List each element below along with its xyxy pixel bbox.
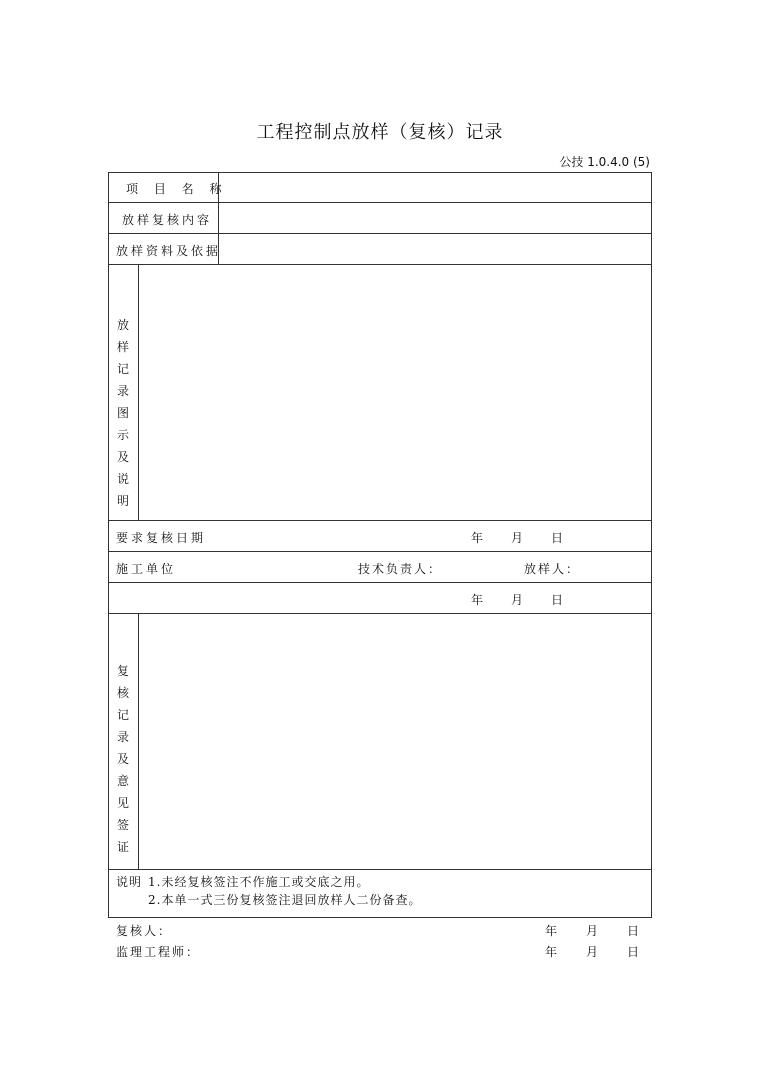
- project-name-label: 项 目 名 称: [126, 182, 228, 196]
- divider: [108, 233, 652, 234]
- form-code: 公技 1.0.4.0 (5): [559, 155, 650, 169]
- divider: [108, 551, 652, 552]
- reviewer-label: 复核人：: [116, 924, 173, 938]
- date-required-label: 要求复核日期: [116, 531, 207, 545]
- divider: [108, 202, 652, 203]
- page-title: 工程控制点放样（复核）记录: [256, 122, 504, 143]
- note-1: 1.未经复核签注不作施工或交底之用。: [148, 875, 370, 889]
- divider: [108, 869, 652, 870]
- construction-unit-label: 施工单位: [116, 562, 177, 576]
- basis-label: 放样资料及依据: [116, 244, 222, 258]
- divider: [108, 613, 652, 614]
- review-label: 复核记录及意见签证: [116, 664, 129, 854]
- notes-label: 说明: [116, 875, 143, 889]
- month-label: 月: [586, 924, 601, 938]
- basis-field[interactable]: [220, 236, 648, 262]
- day-label: 日: [551, 593, 566, 607]
- content-field[interactable]: [220, 205, 648, 231]
- record-area[interactable]: [141, 267, 648, 517]
- year-label: 年: [471, 593, 486, 607]
- month-label: 月: [511, 593, 526, 607]
- project-name-field[interactable]: [220, 174, 648, 200]
- day-label: 日: [551, 531, 566, 545]
- year-label: 年: [545, 924, 560, 938]
- divider: [108, 582, 652, 583]
- month-label: 月: [586, 945, 601, 959]
- column-divider: [138, 264, 139, 520]
- note-2: 2.本单一式三份复核签注退回放样人二份备查。: [148, 893, 422, 907]
- day-label: 日: [627, 945, 642, 959]
- column-divider: [138, 613, 139, 869]
- month-label: 月: [511, 531, 526, 545]
- setter-label: 放样人：: [524, 562, 581, 576]
- supervisor-label: 监理工程师：: [116, 945, 201, 959]
- year-label: 年: [545, 945, 560, 959]
- divider: [108, 264, 652, 265]
- review-area[interactable]: [141, 616, 648, 866]
- tech-lead-label: 技术负责人：: [358, 562, 443, 576]
- record-form: [108, 172, 652, 918]
- year-label: 年: [471, 531, 486, 545]
- divider: [108, 520, 652, 521]
- content-label: 放样复核内容: [122, 213, 213, 227]
- record-label: 放样记录图示及说明: [116, 318, 129, 508]
- day-label: 日: [627, 924, 642, 938]
